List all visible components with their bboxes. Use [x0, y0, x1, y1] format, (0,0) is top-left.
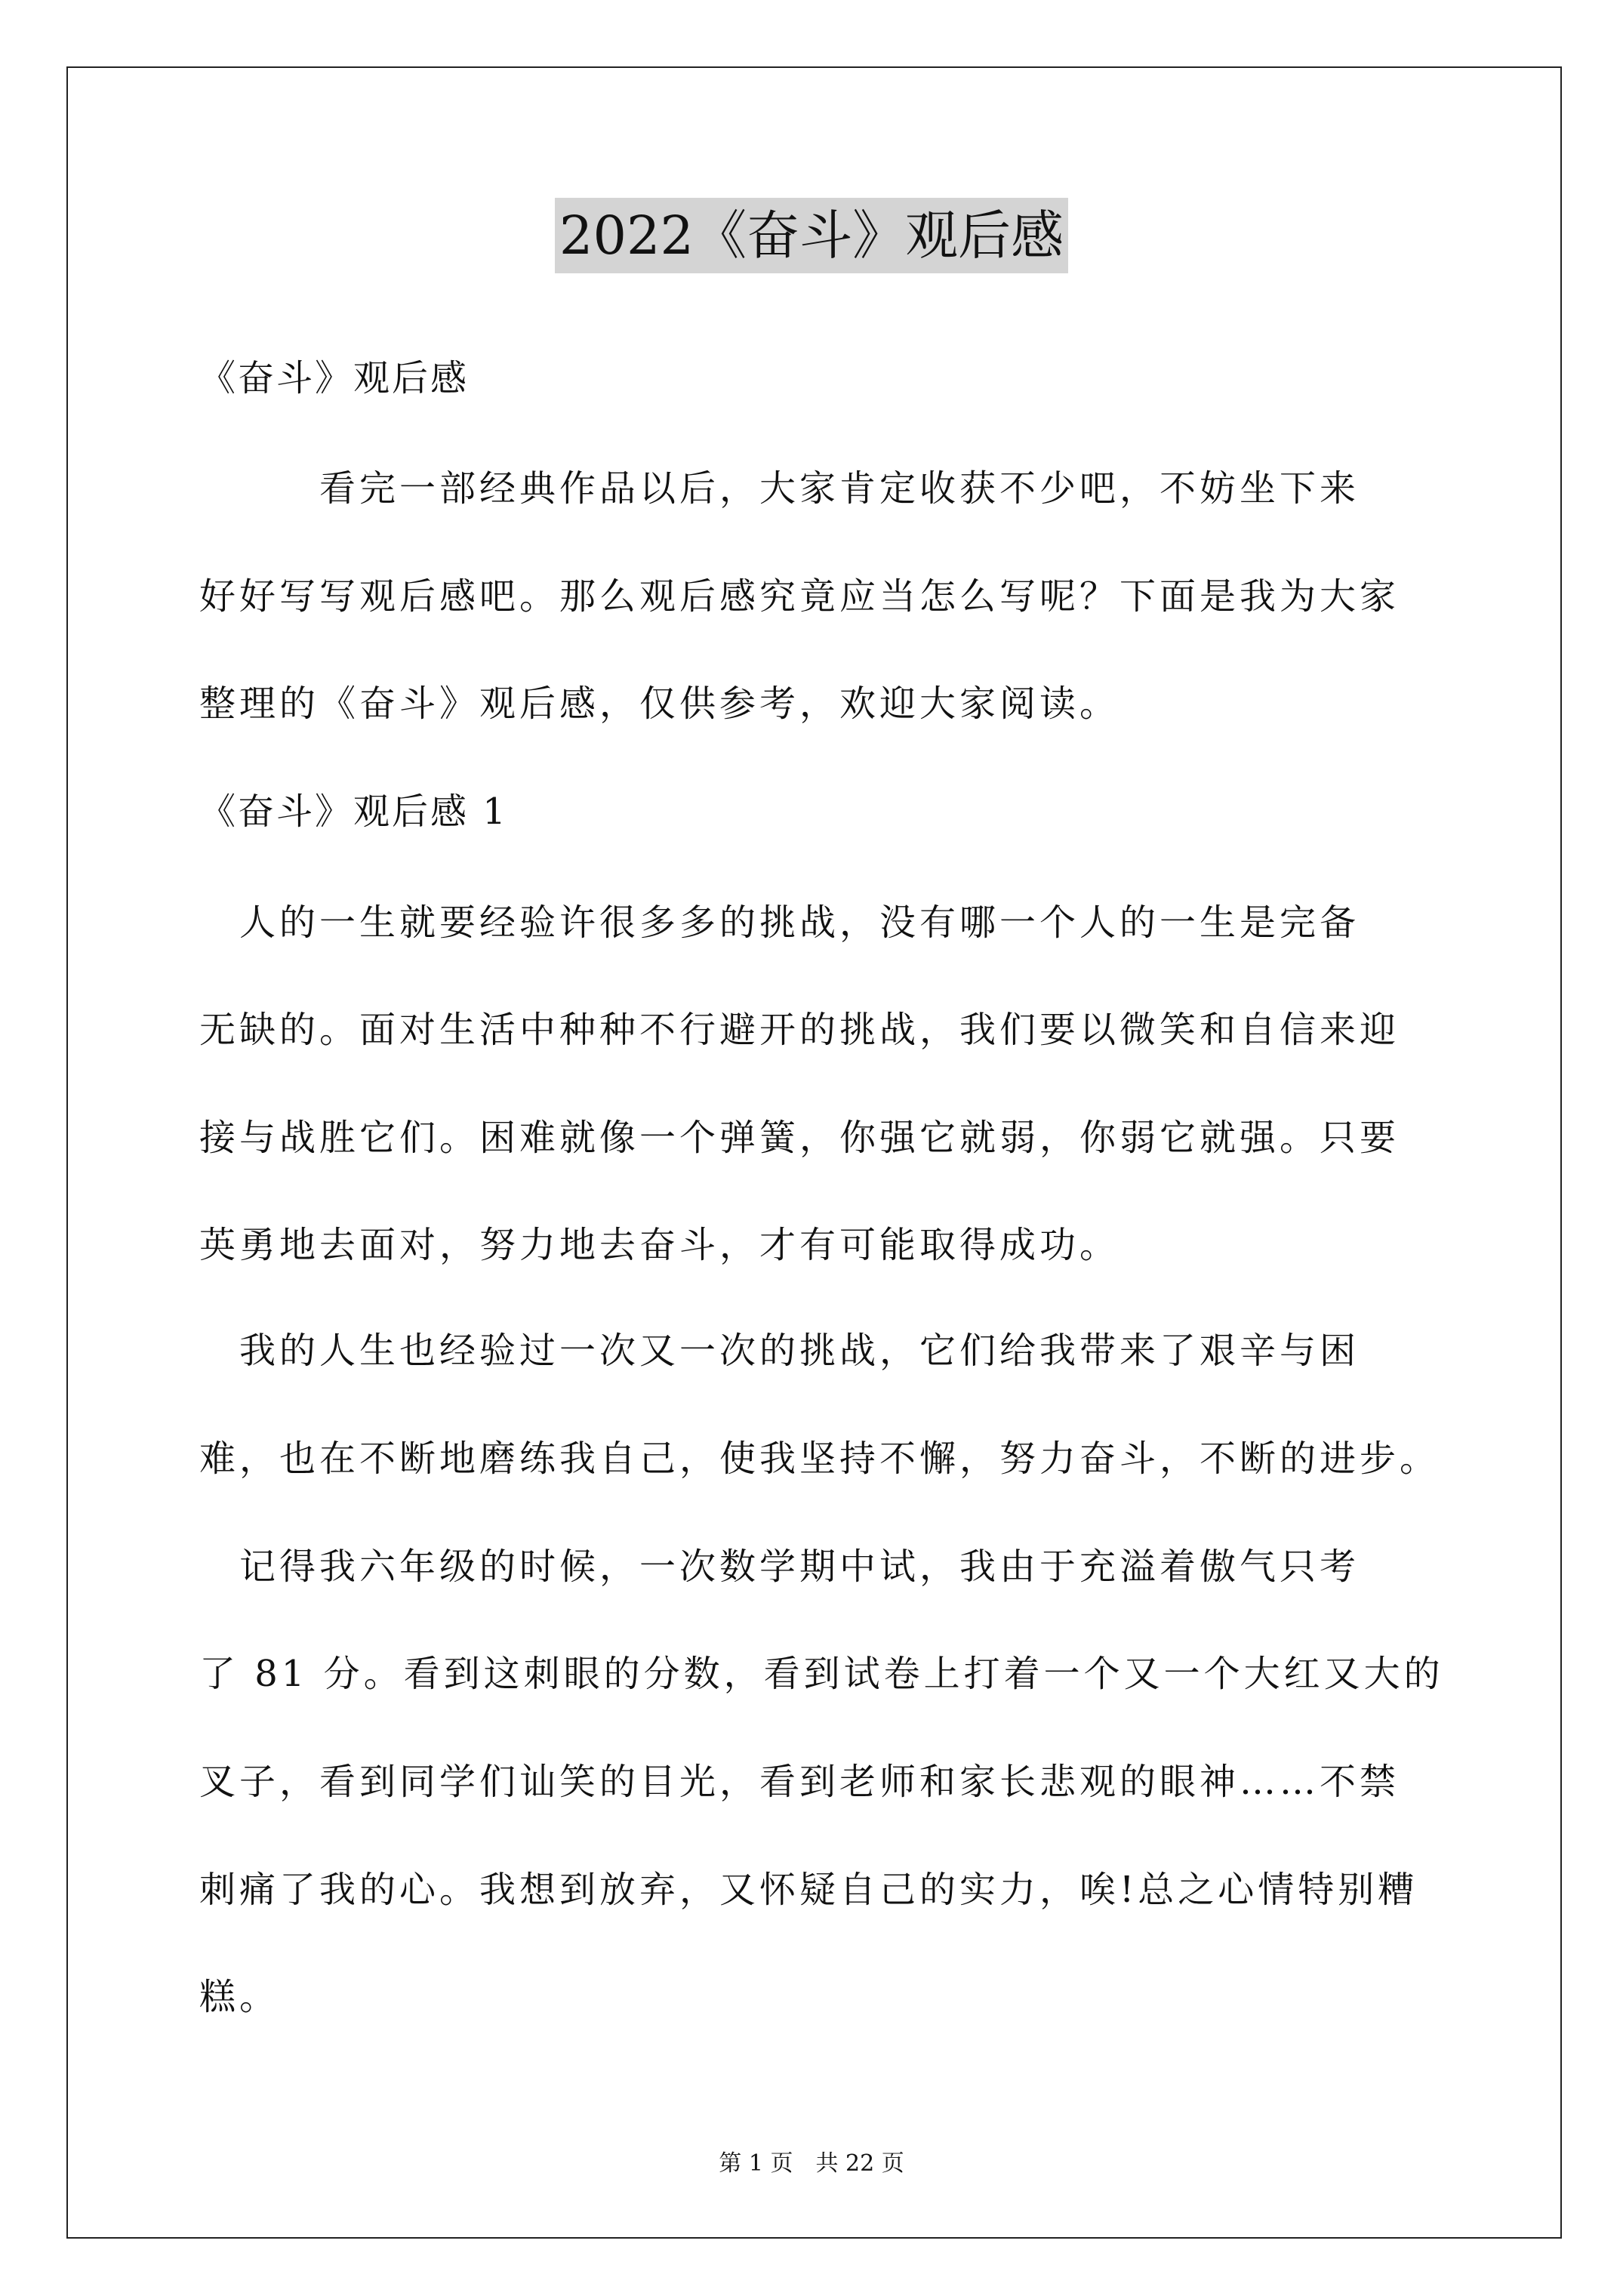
paragraph2-line-2: 难，也在不断地磨练我自己，使我坚持不懈，努力奋斗，不断的进步。 [199, 1438, 1440, 1480]
paragraph3-line-4: 刺痛了我的心。我想到放弃，又怀疑自己的实力，唉!总之心情特别糟 [199, 1869, 1418, 1911]
paragraph1-line-3: 接与战胜它们。困难就像一个弹簧，你强它就弱，你弱它就强。只要 [199, 1117, 1400, 1159]
intro-line-1: 看完一部经典作品以后，大家肯定收获不少吧，不妨坐下来 [199, 467, 1360, 510]
page-number: 第 1 页 共 22 页 [719, 2150, 904, 2177]
document-title: 2022《奋斗》观后感 [555, 198, 1068, 273]
paragraph1-line-4: 英勇地去面对，努力地去奋斗，才有可能取得成功。 [199, 1224, 1120, 1266]
intro-line-3: 整理的《奋斗》观后感，仅供参考，欢迎大家阅读。 [199, 683, 1120, 725]
intro-line-2: 好好写写观后感吧。那么观后感究竟应当怎么写呢？下面是我为大家 [199, 575, 1400, 618]
paragraph1-line-2: 无缺的。面对生活中种种不行避开的挑战，我们要以微笑和自信来迎 [199, 1009, 1400, 1051]
document-subtitle: 《奋斗》观后感 [199, 357, 470, 399]
paragraph3-line-5: 糕。 [199, 1976, 280, 2018]
paragraph3-line-2: 了 81 分。看到这刺眼的分数，看到试卷上打着一个又一个大红又大的 [199, 1653, 1444, 1695]
section-heading: 《奋斗》观后感 1 [199, 791, 508, 833]
paragraph2-line-1: 我的人生也经验过一次又一次的挑战，它们给我带来了艰辛与困 [199, 1330, 1360, 1372]
paragraph3-line-1: 记得我六年级的时候，一次数学期中试，我由于充溢着傲气只考 [199, 1546, 1360, 1588]
title-container [0, 198, 1623, 273]
paragraph1-line-1: 人的一生就要经验许很多多的挑战，没有哪一个人的一生是完备 [199, 901, 1360, 944]
paragraph3-line-3: 叉子，看到同学们讪笑的目光，看到老师和家长悲观的眼神……不禁 [199, 1761, 1400, 1803]
